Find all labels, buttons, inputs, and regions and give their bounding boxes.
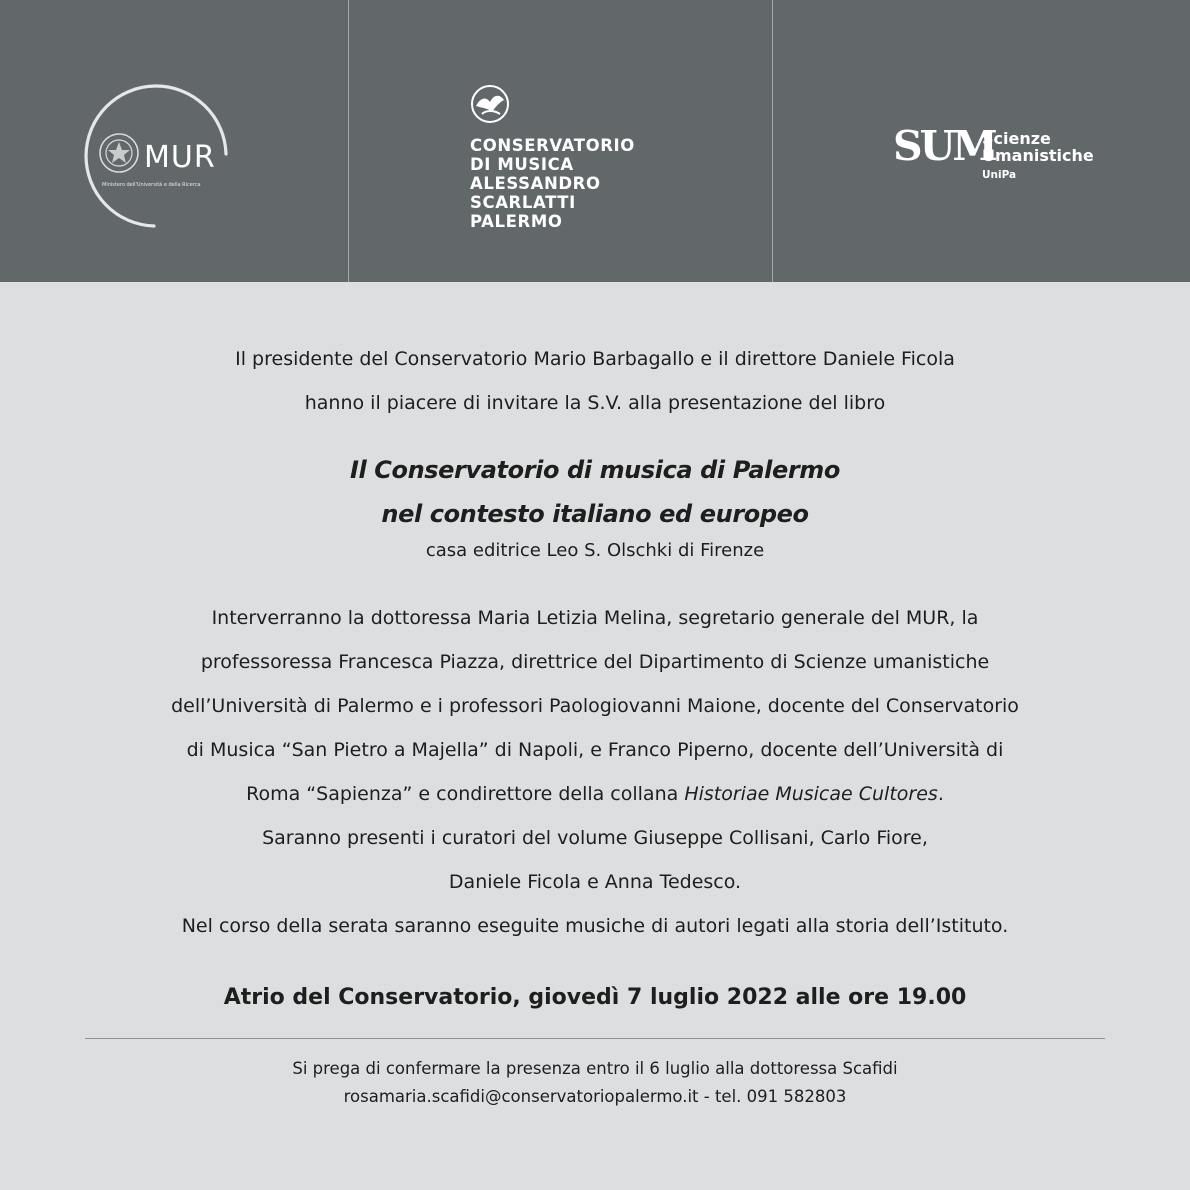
book-title-line: nel contesto italiano ed europeo	[381, 500, 809, 528]
header-divider	[772, 0, 773, 282]
rsvp-contact[interactable]: rosamaria.scafidi@conservatoriopalermo.it - tel. 091 582803	[343, 1087, 847, 1106]
mur-logo	[84, 82, 244, 232]
mur-subtitle: Ministero dell'Università e della Ricerca	[102, 182, 201, 188]
speakers-text: .	[937, 783, 944, 805]
speakers-line: professoressa Francesca Piazza, direttrice del Dipartimento di Scienze umanistiche	[200, 651, 990, 673]
speakers-line: di Musica “San Pietro a Majella” di Napoli, e Franco Piperno, docente dell’Università di	[186, 739, 1004, 761]
sum-mark: SUM	[893, 122, 995, 170]
speakers-line	[0, 772, 1190, 816]
speakers-line: Daniele Ficola e Anna Tedesco.	[448, 871, 742, 893]
series-title: Historiae Musicae Cultores	[684, 783, 938, 805]
conservatorio-logo-line: PALERMO	[470, 212, 563, 231]
speakers-line: Saranno presenti i curatori del volume Giuseppe Collisani, Carlo Fiore,	[262, 827, 928, 849]
conservatorio-logo-line: ALESSANDRO	[470, 174, 601, 193]
speakers-line: dell’Università di Palermo e i professori Paologiovanni Maione, docente del Conservatorio	[171, 695, 1019, 717]
rsvp-line: Si prega di confermare la presenza entro il 6 luglio alla dottoressa Scafidi	[292, 1059, 898, 1078]
conservatorio-logo-line: DI MUSICA	[470, 155, 574, 174]
sum-line: Umanistiche	[982, 146, 1094, 165]
invitation-intro	[0, 337, 1190, 425]
rsvp-note	[0, 1055, 1190, 1111]
intro-line: Il presidente del Conservatorio Mario Barbagallo e il direttore Daniele Ficola	[235, 348, 955, 370]
emblem-icon	[98, 132, 140, 174]
sum-line: Scienze	[982, 129, 1051, 148]
book-title-line: Il Conservatorio di musica di Palermo	[350, 456, 840, 484]
mur-name: MUR	[144, 140, 216, 175]
speakers-text: Roma “Sapienza” e condirettore della collana	[246, 783, 685, 805]
logo-header	[0, 0, 1190, 282]
book-title	[0, 448, 1190, 536]
speakers-line: Interverranno la dottoressa Maria Letizia Melina, segretario generale del MUR, la	[211, 607, 979, 629]
conservatorio-logo-line: CONSERVATORIO	[470, 136, 635, 155]
conservatorio-emblem-icon	[470, 84, 512, 126]
sum-logo	[893, 122, 1133, 188]
conservatorio-logo-line: SCARLATTI	[470, 193, 576, 212]
intro-line: hanno il piacere di invitare la S.V. alla presentazione del libro	[304, 392, 886, 414]
separator-line	[85, 1038, 1105, 1039]
sum-unipa: UniPa	[982, 169, 1017, 181]
publisher: casa editrice Leo S. Olschki di Firenze	[425, 540, 765, 561]
header-divider	[348, 0, 349, 282]
speakers-paragraph	[0, 596, 1190, 948]
conservatorio-logo	[470, 84, 690, 234]
speakers-line: Nel corso della serata saranno eseguite musiche di autori legati alla storia dell’Istituto.	[181, 915, 1009, 937]
event-details: Atrio del Conservatorio, giovedì 7 luglio 2022 alle ore 19.00	[223, 985, 967, 1010]
